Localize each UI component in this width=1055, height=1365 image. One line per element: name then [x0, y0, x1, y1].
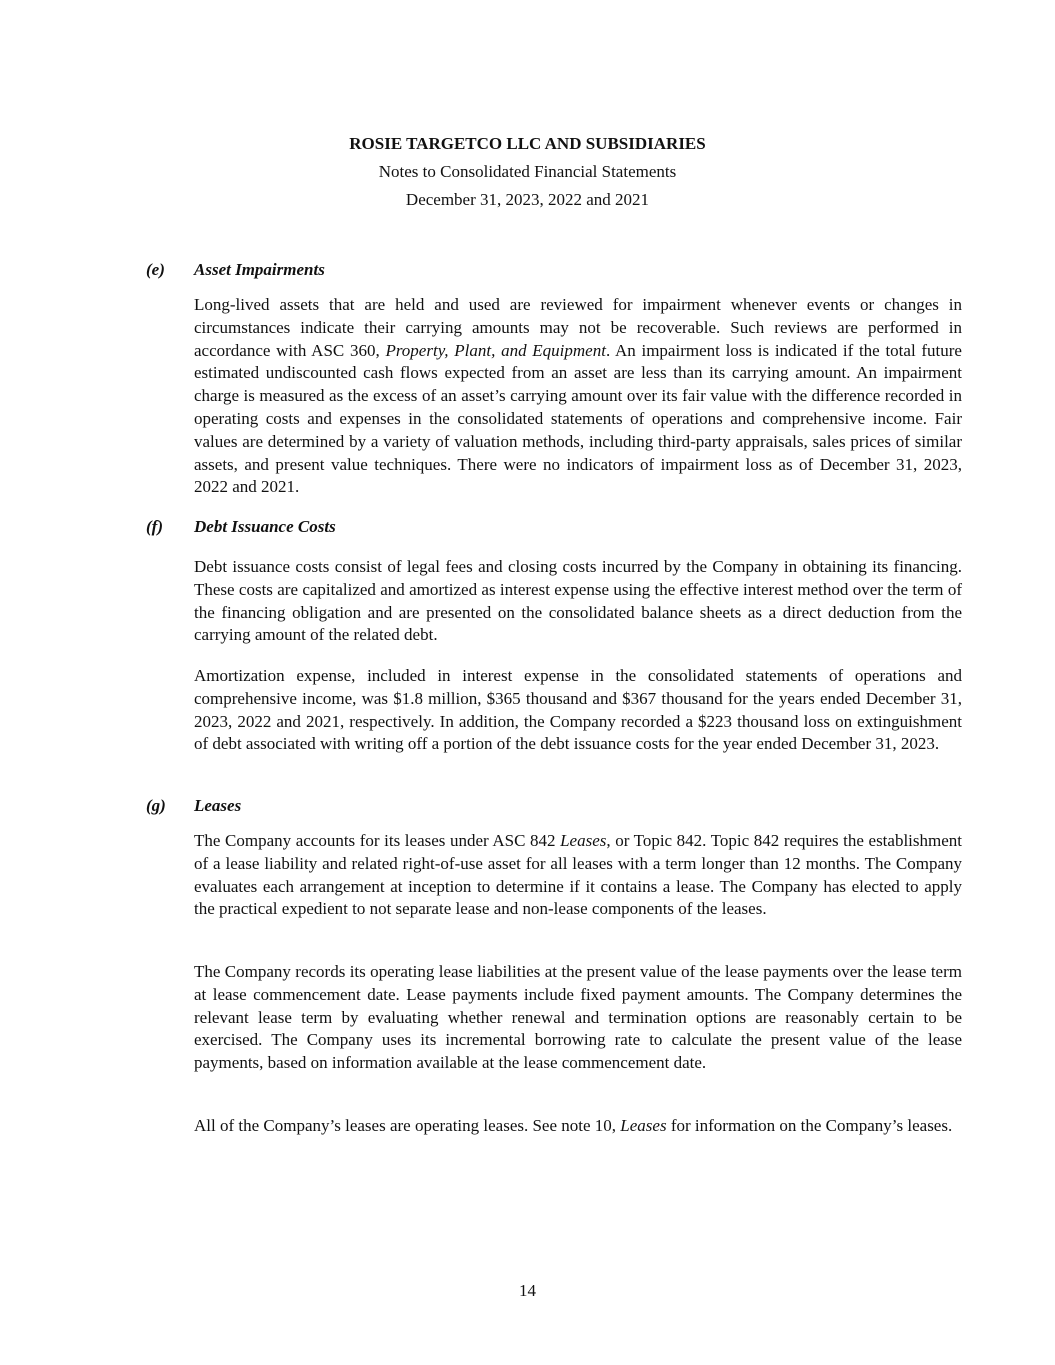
document-subtitle: Notes to Consolidated Financial Statements: [378, 162, 677, 181]
italic-reference: Property, Plant, and Equipment: [385, 340, 606, 360]
section-title: Leases: [194, 796, 242, 815]
paragraph-operating-lease-liabilities: The Company records its operating lease liabilities at the present value of the lease payments over the lease term at lease commencement date. Lease payments include fixed payment amounts. The Company determines the relevant lease term by evaluating whether renewal and termination options are reasonably certain to be exercised. The Company uses its incremental borrowing rate to calculate the present value of the lease payments, based on information available at the lease commencement date.: [194, 962, 962, 1073]
italic-reference: Leases: [620, 1116, 667, 1135]
section-title: Asset Impairments: [194, 260, 325, 279]
section-heading-debt-issuance-costs: [146, 517, 336, 537]
section-letter: (g): [146, 796, 166, 815]
section-heading-asset-impairments: [146, 260, 325, 280]
text-run: . An impairment loss is indicated if the total future estimated undiscounted cash flows expected from an asset are less than its carrying amount. An impairment charge is measured as the excess of an asset’s carrying amount over its fair value with the difference recorded in operating costs and expenses in the consolidated statements of operations and comprehensive income. Fair values are determined by a variety of valuation methods, including third-party appraisals, sales prices of similar assets, and present value techniques. There were no indicators of impairment loss as of December 31, 2023, 2022 and 2021.: [194, 340, 962, 497]
text-run: , or Topic 842. Topic 842 requires the establishment of a lease liability and related right-of-use asset for all leases with a term longer than 12 months. The Company evaluates each arrangement at inception to determine if it contains a lease. The Company has elected to apply the practical expedient to not separate lease and non-lease components of the leases.: [194, 831, 963, 919]
paragraph-operating-leases-note: [194, 1115, 962, 1138]
text-run: for information on the Company’s leases.: [666, 1116, 953, 1135]
document-dates: December 31, 2023, 2022 and 2021: [405, 190, 650, 209]
text-run: All of the Company’s leases are operating leases. See note 10,: [194, 1116, 621, 1135]
text-run: The Company accounts for its leases under ASC 842: [194, 831, 561, 850]
section-title: Debt Issuance Costs: [194, 517, 336, 536]
section-letter: (f): [146, 517, 163, 536]
paragraph-debt-issuance-costs: Debt issuance costs consist of legal fees and closing costs incurred by the Company in obtaining its financing. These costs are capitalized and amortized as interest expense using the effective interest method over the term of the financing obligation and are presented on the consolidated balance sheets as a direct deduction from the carrying amount of the related debt.: [194, 557, 962, 645]
paragraph-leases-topic-842: [194, 830, 962, 921]
italic-reference: Leases: [560, 831, 607, 850]
section-heading-leases: [146, 796, 241, 816]
page-number: 14: [519, 1281, 536, 1300]
text-run: Long-lived assets that are held and used are reviewed for impairment whenever events or changes in circumstances indicate their carrying amounts may not be recoverable. Such reviews are performed in accordance with ASC 360,: [194, 295, 962, 360]
paragraph-asset-impairments: [194, 294, 962, 499]
document-header: [0, 130, 1055, 214]
paragraph-amortization-expense: Amortization expense, included in interest expense in the consolidated statements of operations and comprehensive income, was $1.8 million, $365 thousand and $367 thousand for the years ended December 31, 2023, 2022 and 2021, respectively. In addition, the Company recorded a $223 thousand loss on extinguishment of debt associated with writing off a portion of the debt issuance costs for the year ended December 31, 2023.: [194, 666, 962, 754]
section-letter: (e): [146, 260, 165, 279]
company-name: ROSIE TARGETCO LLC AND SUBSIDIARIES: [349, 134, 706, 153]
